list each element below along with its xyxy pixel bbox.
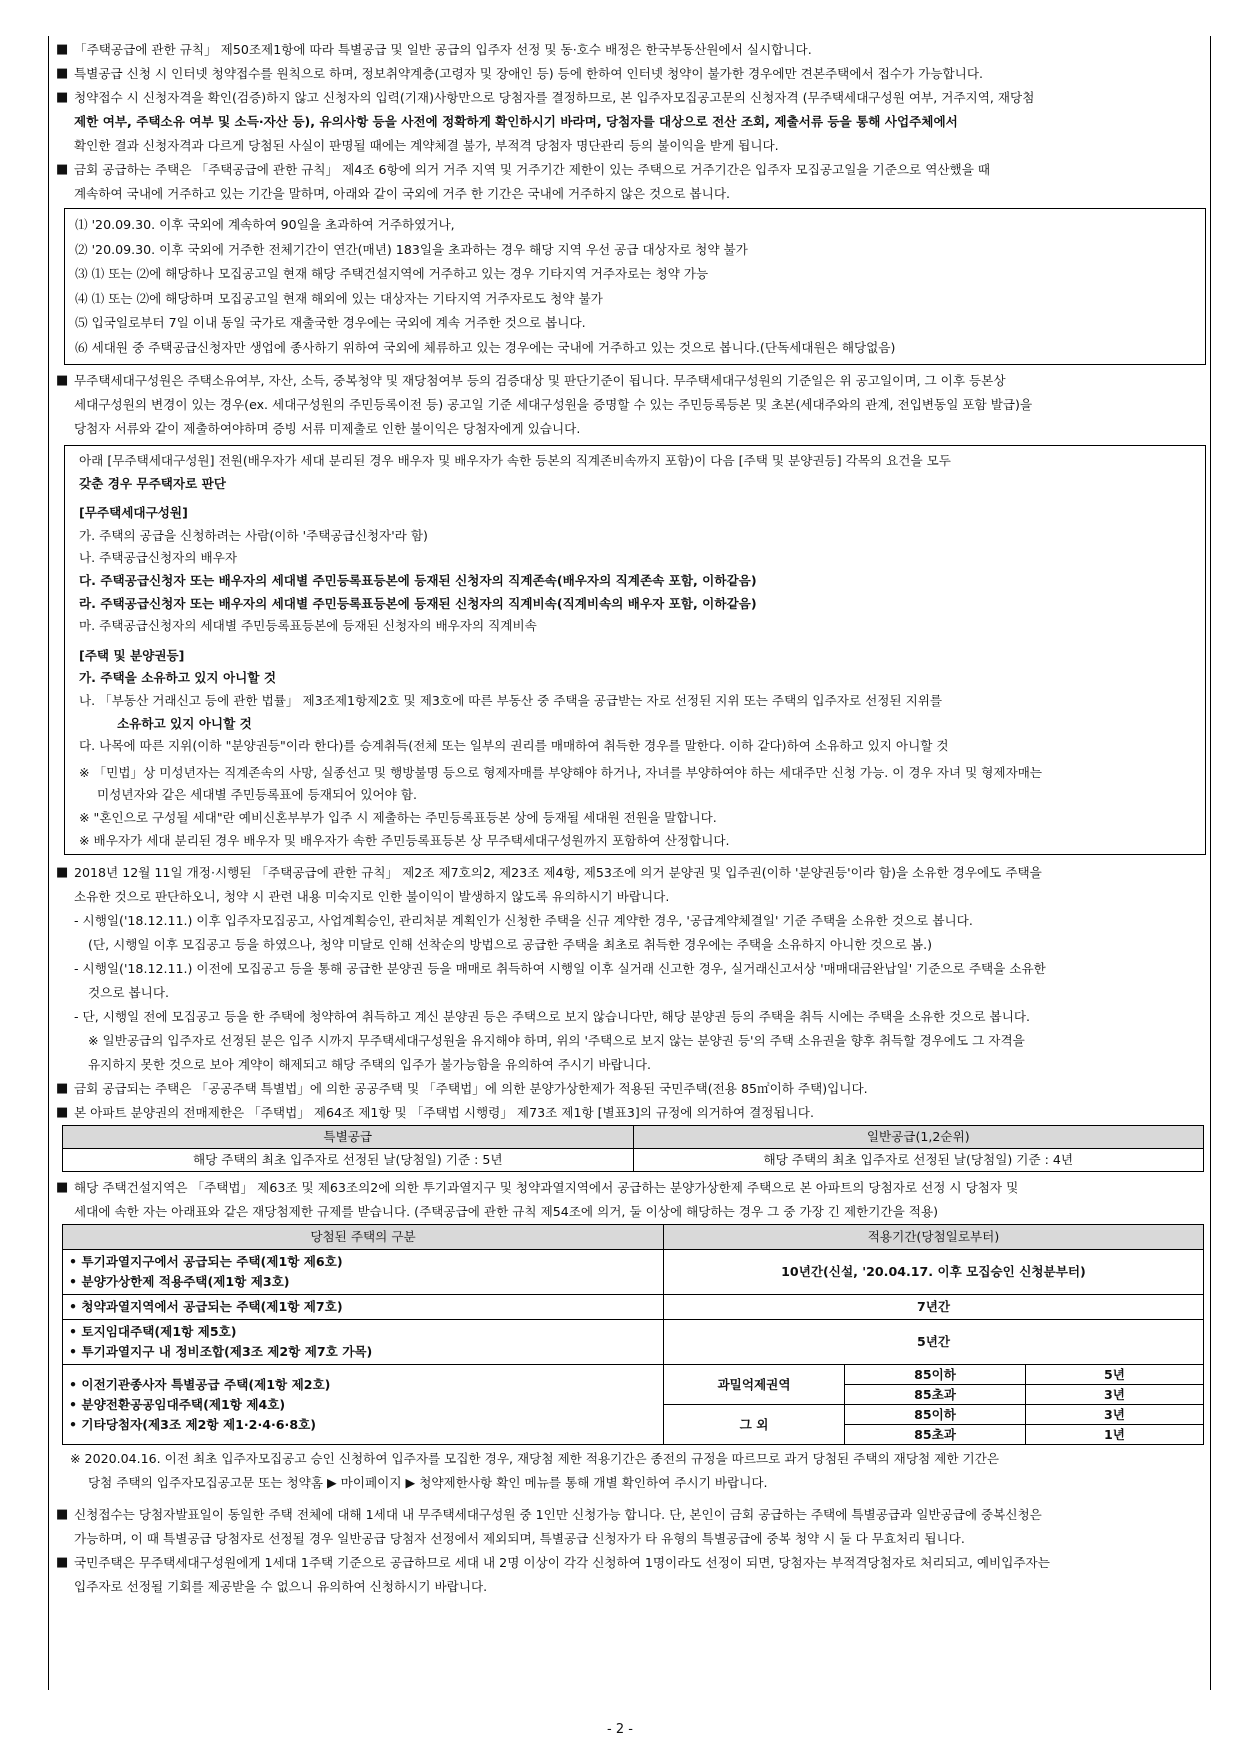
paragraph-line: 무주택세대구성원은 주택소유여부, 자산, 소득, 중복청약 및 재당첨여부 등의 검증대상 및 판단기준이 됩니다. 무주택세대구성원의 기준일은 위 공고일이며, 그 이후 등본상 — [74, 373, 1006, 388]
rewin-restriction-table — [62, 1224, 1204, 1445]
box-item: 다. 나목에 따른 지위(이하 "분양권등"이라 한다)를 승계취득(전체 또는 일부의 권리를 매매하여 취득한 경우를 말한다. 이하 같다)하여 소유하고 있지 아니할 것 — [79, 738, 949, 754]
box-item: ⑴ '20.09.30. 이후 국외에 계속하여 90일을 초과하여 거주하였거나, — [75, 217, 455, 232]
bullet-square: ■ — [56, 90, 69, 105]
paragraph-online-application — [56, 62, 1206, 86]
box-item: ⑶ ⑴ 또는 ⑵에 해당하나 모집공고일 현재 해당 주택건설지역에 거주하고 있는 경우 기타지역 거주자로는 청약 가능 — [75, 266, 709, 281]
bullet-square: ■ — [56, 162, 69, 177]
overseas-residence-box — [64, 208, 1206, 365]
paragraph-single-application — [56, 1503, 1206, 1551]
table-header: 특별공급 — [63, 1126, 634, 1149]
paragraph-line: 세대구성원의 변경이 있는 경우(ex. 세대구성원의 주민등록이전 등) 공고일 기준 세대구성원을 증명할 수 있는 주민등록등본 및 초본(세대주와의 관계, 전입변동일 포함 발급)을 — [74, 397, 1033, 412]
table-cell: 85이하 — [845, 1405, 1026, 1425]
table-cell: 10년간(신설, '20.04.17. 이후 모집승인 신청분부터) — [664, 1250, 1204, 1295]
table-cell: 5년간 — [664, 1320, 1204, 1365]
resale-restriction-table — [62, 1125, 1204, 1172]
paragraph-resale-restriction — [56, 1101, 1206, 1125]
row-label-line: • 투기과열지구에서 공급되는 주택(제1항 제6호) — [69, 1254, 343, 1270]
bullet-square: ■ — [56, 1507, 69, 1523]
paragraph-line: ※ 일반공급의 입주자로 선정된 분은 입주 시까지 무주택세대구성원을 유지해야 하며, 위의 '주택으로 보지 않는 분양권 등'의 주택 소유권을 향후 취득할 경우에도 그 자격을 — [88, 1033, 1025, 1049]
table-cell-region: 과밀억제권역 — [664, 1365, 845, 1405]
table-cell: 85이하 — [845, 1365, 1026, 1385]
bullet-square: ■ — [56, 42, 69, 57]
box-heading: [무주택세대구성원] — [79, 505, 188, 521]
table-cell: 3년 — [1026, 1385, 1204, 1405]
table-cell: 해당 주택의 최초 입주자로 선정된 날(당첨일) 기준 : 5년 — [63, 1149, 634, 1172]
table-cell: 해당 주택의 최초 입주자로 선정된 날(당첨일) 기준 : 4년 — [633, 1149, 1204, 1172]
paragraph-national-housing — [56, 1077, 1206, 1101]
box-item: 가. 주택을 소유하고 있지 아니할 것 — [79, 670, 277, 686]
page-number: - 2 - — [607, 1722, 633, 1737]
row-label-line: • 기타당첨자(제3조 제2항 제1·2·4·6·8호) — [69, 1416, 317, 1432]
table-cell: 85초과 — [845, 1385, 1026, 1405]
paragraph-line: 당첨자 서류와 같이 제출하여야하며 증빙 서류 미제출로 인한 불이익은 당첨자에게 있습니다. — [74, 421, 581, 436]
paragraph-presale-rights — [56, 861, 1206, 1077]
box-intro: 갖춘 경우 무주택자로 판단 — [79, 475, 226, 491]
paragraph-line: 세대에 속한 자는 아래표와 같은 재당첨제한 규제를 받습니다. (주택공급에 관한 규칙 제54조에 의거, 둘 이상에 해당하는 경우 그 중 가장 긴 제한기간을 적용) — [74, 1204, 939, 1220]
box-item: 다. 주택공급신청자 또는 배우자의 세대별 주민등록표등본에 등재된 신청자의 직계존속(배우자의 직계존속 포함, 이하같음) — [79, 572, 757, 588]
paragraph-line: (단, 시행일 이후 모집공고 등을 하였으나, 청약 미달로 인해 선착순의 방법으로 공급한 주택을 최초로 취득한 경우에는 주택을 소유하지 아니한 것으로 봄.) — [88, 937, 932, 953]
table-row-label — [63, 1320, 664, 1365]
table-header: 당첨된 주택의 구분 — [63, 1225, 664, 1250]
table-row-label — [63, 1250, 664, 1295]
paragraph-line: 입주자로 선정될 기회를 제공받을 수 없으니 유의하여 신청하시기 바랍니다. — [74, 1579, 488, 1595]
row-label-line: • 분양전환공공임대주택(제1항 제4호) — [69, 1396, 286, 1412]
left-margin-rule — [48, 36, 49, 1690]
table-header: 적용기간(당첨일로부터) — [664, 1225, 1204, 1250]
box-item: ⑷ ⑴ 또는 ⑵에 해당하며 모집공고일 현재 해외에 있는 대상자는 기타지역 거주자로도 청약 불가 — [75, 290, 603, 306]
table-cell: 85초과 — [845, 1425, 1026, 1445]
paragraph-line: 2018년 12월 11일 개정·시행된 「주택공급에 관한 규칙」 제2조 제7호의2, 제23조 제4항, 제53조에 의거 분양권 및 입주권(이하 '분양권등'이라 함)을 소유한 경우에도 주택을 — [74, 865, 1042, 881]
box-item: 라. 주택공급신청자 또는 배우자의 세대별 주민등록표등본에 등재된 신청자의 직계비속(직계비속의 배우자 포함, 이하같음) — [79, 595, 757, 611]
note-line: ※ 2020.04.16. 이전 최초 입주자모집공고 승인 신청하여 입주자를 모집한 경우, 재당첨 제한 적용기간은 종전의 규정을 따르므로 과거 당첨된 주택의 재당첨 제한 기간은 — [70, 1451, 999, 1467]
box-item: 나. 주택공급신청자의 배우자 — [79, 550, 237, 566]
table-cell: 5년 — [1026, 1365, 1204, 1385]
row-label-line: • 분양가상한제 적용주택(제1항 제3호) — [69, 1274, 290, 1290]
box-note: 미성년자와 같은 세대별 주민등록표에 등재되어 있어야 함. — [97, 787, 417, 803]
row-label-line: • 토지임대주택(제1항 제5호) — [69, 1324, 237, 1340]
paragraph-line: 청약접수 시 신청자격을 확인(검증)하지 않고 신청자의 입력(기재)사항만으로 당첨자를 결정하므로, 본 입주자모집공고문의 신청자격 (무주택세대구성원 여부, 거주지역, 재당첨 — [74, 90, 1035, 105]
paragraph-residence-period — [56, 158, 1206, 206]
box-note: ※ "혼인으로 구성될 세대"란 예비신혼부부가 입주 시 제출하는 주민등록표등본 상에 등재될 세대원 전원을 말합니다. — [79, 809, 717, 825]
paragraph-line: 특별공급 신청 시 인터넷 청약접수를 원칙으로 하며, 정보취약계층(고령자 및 장애인 등) 등에 한하여 인터넷 청약이 불가한 경우에만 견본주택에서 접수가 가능합니다. — [74, 66, 983, 81]
paragraph-line: 제한 여부, 주택소유 여부 및 소득·자산 등), 유의사항 등을 사전에 정확하게 확인하시기 바라며, 당첨자를 대상으로 전산 조회, 제출서류 등을 통해 사업주체에서 — [74, 114, 958, 129]
paragraph-line: 신청접수는 당첨자발표일이 동일한 주택 전체에 대해 1세대 내 무주택세대구성원 중 1인만 신청가능 합니다. 단, 본인이 금회 공급하는 주택에 특별공급과 일반공급에 중복신청은 — [74, 1507, 1042, 1523]
paragraph-one-household-one-house — [56, 1551, 1206, 1599]
paragraph-eligibility-check — [56, 86, 1206, 158]
table-row-label: • 청약과열지역에서 공급되는 주택(제1항 제7호) — [63, 1295, 664, 1320]
table-cell-region: 그 외 — [664, 1405, 845, 1445]
box-item: 소유하고 있지 아니할 것 — [117, 715, 252, 731]
box-heading: [주택 및 분양권등] — [79, 647, 185, 663]
box-note: ※ 배우자가 세대 분리된 경우 배우자 및 배우자가 속한 주민등록표등본 상 무주택세대구성원까지 포함하여 산정합니다. — [79, 832, 730, 848]
box-item: ⑸ 입국일로부터 7일 이내 동일 국가로 재출국한 경우에는 국외에 계속 거주한 것으로 봅니다. — [75, 315, 586, 330]
paragraph-line: 것으로 봅니다. — [88, 985, 169, 1001]
table-cell: 3년 — [1026, 1405, 1204, 1425]
bullet-square: ■ — [56, 865, 69, 881]
paragraph-line: 확인한 결과 신청자격과 다르게 당첨된 사실이 판명될 때에는 계약체결 불가, 부적격 당첨자 명단관리 등의 불이익을 받게 됩니다. — [74, 138, 779, 153]
bullet-square: ■ — [56, 66, 69, 81]
paragraph-supply-rule — [56, 38, 1206, 62]
paragraph-homeless-household — [56, 369, 1206, 441]
table-cell: 7년간 — [664, 1295, 1204, 1320]
paragraph-rewin-restriction — [56, 1176, 1206, 1224]
paragraph-line: - 단, 시행일 전에 모집공고 등을 한 주택에 청약하여 취득하고 계신 분양권 등은 주택으로 보지 않습니다만, 해당 분양권 등의 주택을 취득 시에는 주택을 소유한 것으로 봅니다. — [74, 1009, 1031, 1025]
paragraph-line: 가능하며, 이 때 특별공급 당첨자로 선정될 경우 일반공급 당첨자 선정에서 제외되며, 특별공급 신청자가 타 유형의 특별공급에 중복 청약 시 둘 다 무효처리 됩니다. — [74, 1531, 965, 1547]
box-item: 마. 주택공급신청자의 세대별 주민등록표등본에 등재된 신청자의 배우자의 직계비속 — [79, 618, 537, 634]
paragraph-line: 유지하지 못한 것으로 보아 계약이 해제되고 해당 주택의 입주가 불가능함을 유의하여 주시기 바랍니다. — [88, 1057, 651, 1073]
bullet-square: ■ — [56, 1180, 69, 1196]
paragraph-line: 소유한 것으로 판단하오니, 청약 시 관련 내용 미숙지로 인한 불이익이 발생하지 않도록 유의하시기 바랍니다. — [74, 889, 670, 905]
table-note — [56, 1447, 1206, 1495]
note-line: 당첨 주택의 입주자모집공고문 또는 청약홈 ▶ 마이페이지 ▶ 청약제한사항 확인 메뉴를 통해 개별 확인하여 주시기 바랍니다. — [88, 1475, 768, 1491]
bullet-square: ■ — [56, 1555, 69, 1571]
paragraph-line: - 시행일('18.12.11.) 이후 입주자모집공고, 사업계획승인, 관리처분 계획인가 신청한 주택을 신규 계약한 경우, '공급계약체결일' 기준 주택을 소유한 것으로 봅니다. — [74, 913, 973, 929]
row-label-line: • 투기과열지구 내 정비조합(제3조 제2항 제7호 가목) — [69, 1344, 373, 1360]
table-row-label — [63, 1365, 664, 1445]
paragraph-line: 본 아파트 분양권의 전매제한은 「주택법」 제64조 제1항 및 「주택법 시행령」 제73조 제1항 [별표3]의 규정에 의거하여 결정됩니다. — [74, 1105, 814, 1121]
right-margin-rule — [1210, 36, 1211, 1690]
bullet-square: ■ — [56, 1105, 69, 1121]
box-item: 가. 주택의 공급을 신청하려는 사람(이하 '주택공급신청자'라 함) — [79, 527, 428, 543]
paragraph-line: 금회 공급하는 주택은 「주택공급에 관한 규칙」 제4조 6항에 의거 거주 지역 및 거주기간 제한이 있는 주택으로 거주기간은 입주자 모집공고일을 기준으로 역산했을 때 — [74, 162, 991, 177]
box-note: ※ 「민법」상 미성년자는 직계존속의 사망, 실종선고 및 행방불명 등으로 형제자매를 부양해야 하거나, 자녀를 부양하여야 하는 세대주만 신청 가능. 이 경우 자녀 및 형제자매는 — [79, 764, 1043, 780]
paragraph-line: 국민주택은 무주택세대구성원에게 1세대 1주택 기준으로 공급하므로 세대 내 2명 이상이 각각 신청하여 1명이라도 선정이 되면, 당첨자는 부적격당첨자로 처리되고, 예비입주자는 — [74, 1555, 1050, 1571]
paragraph-line: 해당 주택건설지역은 「주택법」 제63조 및 제63조의2에 의한 투기과열지구 및 청약과열지역에서 공급하는 분양가상한제 주택으로 본 아파트의 당첨자로 선정 시 당첨자 및 — [74, 1180, 1019, 1196]
table-cell: 1년 — [1026, 1425, 1204, 1445]
bullet-square: ■ — [56, 1081, 69, 1097]
document-page — [56, 38, 1206, 1599]
box-intro: 아래 [무주택세대구성원] 전원(배우자가 세대 분리된 경우 배우자 및 배우자가 속한 등본의 직계존비속까지 포함)이 다음 [주택 및 분양권등] 각목의 요건을 모두 — [79, 453, 951, 468]
row-label-line: • 이전기관종사자 특별공급 주택(제1항 제2호) — [69, 1376, 331, 1392]
paragraph-line: 금회 공급되는 주택은 「공공주택 특별법」에 의한 공공주택 및 「주택법」에 의한 분양가상한제가 적용된 국민주택(전용 85㎡이하 주택)입니다. — [74, 1081, 868, 1097]
box-item: ⑵ '20.09.30. 이후 국외에 거주한 전체기간이 연간(매년) 183일을 초과하는 경우 해당 지역 우선 공급 대상자로 청약 불가 — [75, 241, 748, 257]
paragraph-line: - 시행일('18.12.11.) 이전에 모집공고 등을 통해 공급한 분양권 등을 매매로 취득하여 시행일 이후 실거래 신고한 경우, 실거래신고서상 '매매대금완납일' 기준으로 주택을 소유한 — [74, 961, 1046, 977]
box-item: 나. 「부동산 거래신고 등에 관한 법률」 제3조제1항제2호 및 제3호에 따른 부동산 중 주택을 공급받는 자로 선정된 지위 또는 주택의 입주자로 선정된 지위를 — [79, 692, 943, 708]
bullet-square: ■ — [56, 373, 69, 388]
box-item: ⑹ 세대원 중 주택공급신청자만 생업에 종사하기 위하여 국외에 체류하고 있는 경우에는 국내에 거주하고 있는 것으로 봅니다.(단독세대원은 해당없음) — [75, 339, 896, 355]
homeless-criteria-box — [64, 445, 1206, 855]
paragraph-line: 계속하여 국내에 거주하고 있는 기간을 말하며, 아래와 같이 국외에 거주 한 기간은 국내에 거주하지 않은 것으로 봅니다. — [74, 186, 731, 201]
table-header: 일반공급(1,2순위) — [633, 1126, 1204, 1149]
paragraph-line: 「주택공급에 관한 규칙」 제50조제1항에 따라 특별공급 및 일반 공급의 입주자 선정 및 동·호수 배정은 한국부동산원에서 실시합니다. — [74, 42, 812, 57]
